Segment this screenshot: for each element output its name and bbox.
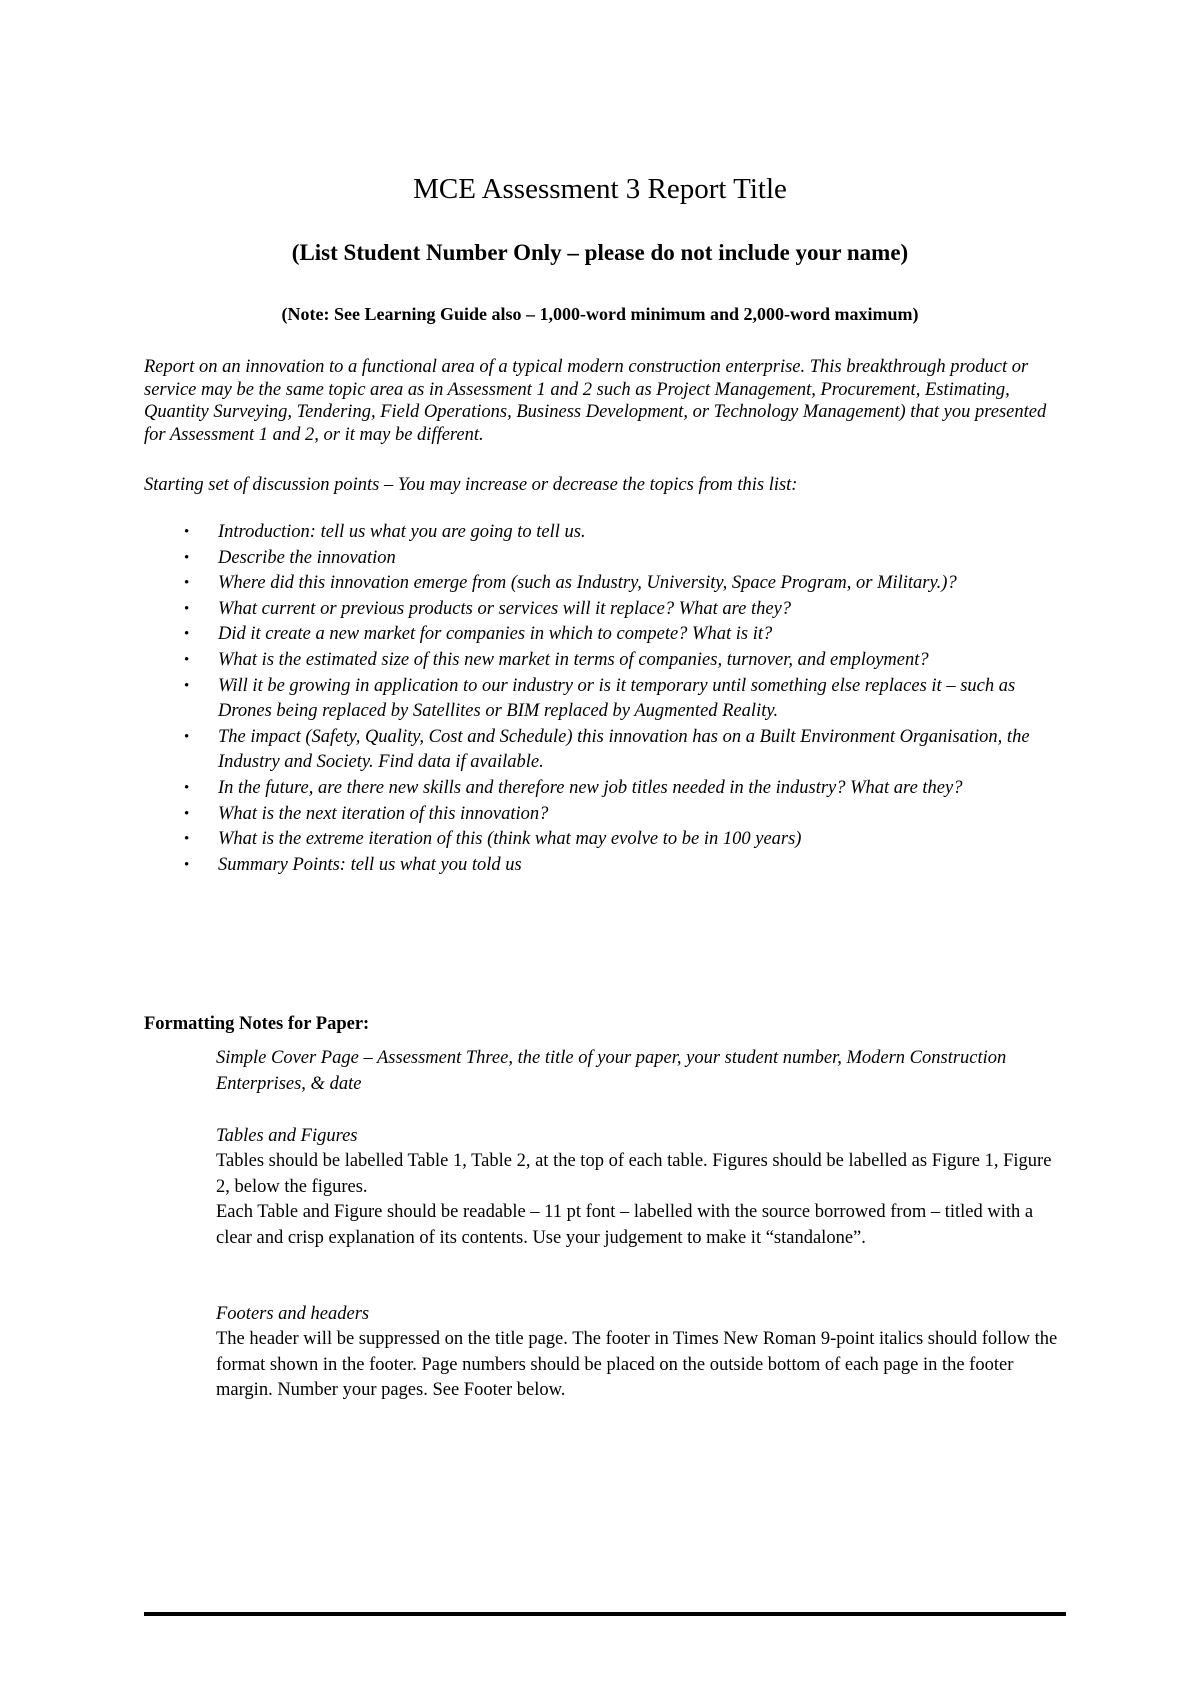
list-item-text: Summary Points: tell us what you told us [218, 854, 522, 875]
bullet-icon: • [184, 524, 190, 540]
list-item [144, 674, 1070, 725]
bullet-icon: • [184, 575, 190, 592]
list-item-text: In the future, are there new skills and therefore new job titles needed in the industry? What are they? [218, 777, 963, 798]
footers-headers-text: The header will be suppressed on the title page. The footer in Times New Roman 9-point italics should follow the format shown in the footer. Page numbers should be placed on the outside bottom of each page in the footer margin. Number your pages. See Footer below. [216, 1329, 1058, 1401]
list-item [144, 776, 1070, 802]
bullet-icon: • [184, 856, 190, 873]
list-item [144, 827, 1070, 853]
list-item [144, 571, 1070, 597]
bullet-icon: • [184, 626, 190, 643]
discussion-points-intro: Starting set of discussion points – You may increase or decrease the topics from this list: [144, 475, 798, 495]
list-item-text: What is the extreme iteration of this (think what may evolve to be in 100 years) [218, 829, 802, 850]
tables-figures-text-2: Each Table and Figure should be readable – 11 pt font – labelled with the source borrowed from – titled with a clear and crisp explanation of its contents. Use your judgement to make it “standalone”. [216, 1202, 1034, 1248]
list-item [144, 546, 1070, 572]
footers-headers-heading: Footers and headers [216, 1304, 370, 1324]
footer-divider [144, 1612, 1066, 1616]
cover-page-note: Simple Cover Page – Assessment Three, the title of your paper, your student number, Modern Construction Enterprises, & date [216, 1048, 1007, 1094]
list-item [144, 520, 1070, 546]
tables-figures-heading: Tables and Figures [216, 1126, 358, 1146]
word-count-note: (Note: See Learning Guide also – 1,000-word minimum and 2,000-word maximum) [281, 304, 919, 324]
list-item-text: Introduction: tell us what you are going to tell us. [218, 522, 586, 542]
list-item-text: Did it create a new market for companies in which to compete? What is it? [218, 624, 773, 645]
bullet-icon: • [184, 805, 190, 822]
list-item-text: The impact (Safety, Quality, Cost and Schedule) this innovation has on a Built Environment Organisation, the Industry and Society. Find data if available. [218, 726, 1030, 773]
list-item-text: What current or previous products or services will it replace? What are they? [218, 598, 792, 619]
bullet-icon: • [184, 779, 190, 796]
bullet-icon: • [184, 728, 190, 745]
list-item [144, 597, 1070, 623]
list-item [144, 622, 1070, 648]
bullet-icon: • [184, 549, 190, 566]
bullet-icon: • [184, 600, 190, 617]
page-title: MCE Assessment 3 Report Title [413, 173, 787, 205]
list-item-text: Describe the innovation [218, 547, 396, 568]
list-item [144, 802, 1070, 828]
bullet-icon: • [184, 831, 190, 848]
list-item [144, 853, 1070, 879]
discussion-points-list [144, 520, 1070, 878]
intro-paragraph: Report on an innovation to a functional area of a typical modern construction enterprise. This breakthrough product or service may be the same topic area as in Assessment 1 and 2 such as Project Management, Procurement, Estimating, Quantity Surveying, Tendering, Field Operations, Business Development, or Technology Management) that you presented for Assessment 1 and 2, or it may be different. [144, 357, 1047, 445]
list-item-text: What is the next iteration of this innovation? [218, 803, 549, 824]
list-item-text: Will it be growing in application to our industry or is it temporary until something else replaces it – such as Drones being replaced by Satellites or BIM replaced by Augmented Reality. [218, 675, 1016, 722]
bullet-icon: • [184, 677, 190, 694]
tables-figures-text-1: Tables should be labelled Table 1, Table 2, at the top of each table. Figures should be labelled as Figure 1, Figure 2, below the figures. [216, 1151, 1052, 1197]
formatting-notes-heading: Formatting Notes for Paper: [144, 1014, 370, 1034]
list-item [144, 648, 1070, 674]
list-item-text: Where did this innovation emerge from (such as Industry, University, Space Program, or Military.)? [218, 573, 957, 594]
list-item-text: What is the estimated size of this new market in terms of companies, turnover, and employment? [218, 649, 929, 670]
subtitle-student-number: (List Student Number Only – please do not include your name) [291, 240, 909, 265]
list-item [144, 725, 1070, 776]
bullet-icon: • [184, 651, 190, 668]
